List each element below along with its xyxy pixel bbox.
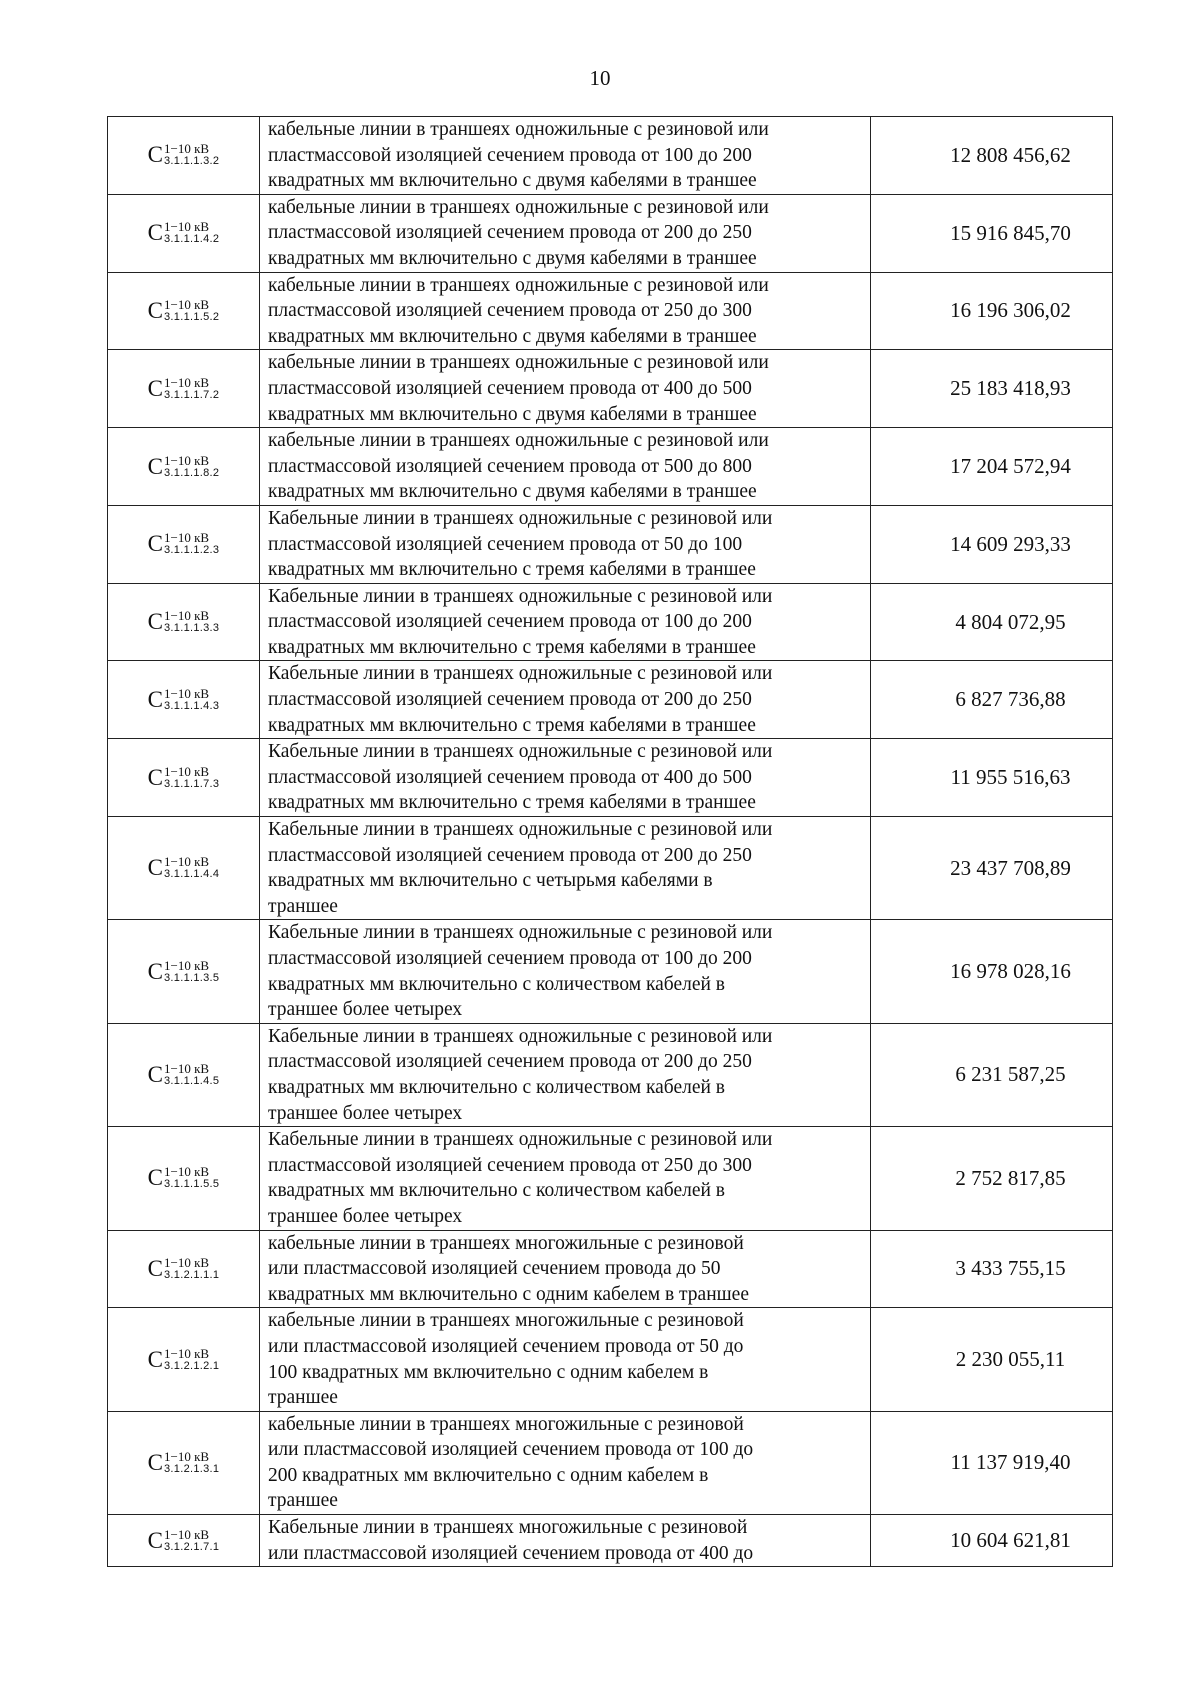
rate-symbol-letter: C (147, 297, 164, 323)
rate-code-subscript: 3.1.1.1.5.5 (164, 1178, 220, 1191)
description-cell (260, 1411, 871, 1514)
description-line: кабельные линии в траншеях одножильные с резиновой или (268, 352, 769, 374)
rate-code-subscript: 3.1.1.1.4.2 (164, 233, 220, 246)
table-row (108, 1023, 1113, 1126)
rate-symbol (148, 376, 220, 402)
rate-symbol-letter: C (147, 1346, 164, 1372)
rate-code-subscript: 3.1.2.1.3.1 (164, 1462, 220, 1475)
description-line: пластмассовой изоляцией сечением провода от 200 до 250 (268, 844, 752, 866)
description-line: квадратных мм включительно с тремя кабелями в траншее (268, 559, 756, 581)
rate-value-cell: 6 827 736,88 (871, 661, 1113, 739)
rate-symbol-letter: C (147, 764, 164, 790)
rate-voltage-superscript: 1−10 кВ (164, 1345, 210, 1361)
description-line: траншее (268, 1490, 338, 1512)
rate-symbol-letter: C (147, 609, 164, 635)
description-line: квадратных мм включительно с количеством кабелей в (268, 1180, 726, 1202)
rate-symbol (148, 220, 220, 246)
rate-code-cell (108, 194, 260, 272)
rate-code-subscript: 3.1.1.1.8.2 (164, 466, 220, 479)
rate-value-cell: 23 437 708,89 (871, 817, 1113, 920)
description-line: квадратных мм включительно с тремя кабелями в траншее (268, 636, 756, 658)
rate-code-cell (108, 583, 260, 661)
rate-value-cell: 2 230 055,11 (871, 1308, 1113, 1411)
table-row (108, 1411, 1113, 1514)
rate-code-subscript: 3.1.1.1.3.2 (164, 155, 220, 168)
description-line: квадратных мм включительно с двумя кабелями в траншее (268, 403, 757, 425)
rate-symbol (148, 959, 220, 985)
description-line: Кабельные линии в траншеях одножильные с резиновой или (268, 741, 773, 763)
description-cell (260, 1127, 871, 1230)
rate-symbol-letter: C (147, 855, 164, 881)
rate-symbol-letter: C (147, 1165, 164, 1191)
rate-voltage-superscript: 1−10 кВ (164, 957, 210, 973)
rate-voltage-superscript: 1−10 кВ (164, 141, 210, 157)
description-line: пластмассовой изоляцией сечением провода от 100 до 200 (268, 948, 752, 969)
rate-code-cell (108, 920, 260, 1023)
rate-code-subscript: 3.1.1.1.3.3 (164, 622, 220, 635)
description-line: квадратных мм включительно с тремя кабелями в траншее (268, 792, 756, 814)
description-line: кабельные линии в траншеях одножильные с резиновой или (268, 119, 769, 140)
rate-code-cell (108, 117, 260, 195)
description-cell (260, 1515, 871, 1567)
description-line: Кабельные линии в траншеях одножильные с резиновой или (268, 922, 773, 944)
rate-voltage-superscript: 1−10 кВ (164, 1526, 210, 1542)
rate-code-cell (108, 739, 260, 817)
table-row (108, 817, 1113, 920)
rate-voltage-superscript: 1−10 кВ (164, 374, 210, 390)
rate-value-cell: 15 916 845,70 (871, 194, 1113, 272)
description-line: Кабельные линии в траншеях одножильные с резиновой или (268, 819, 773, 841)
rate-value-cell: 25 183 418,93 (871, 350, 1113, 428)
rate-code-subscript: 3.1.1.1.7.3 (164, 777, 220, 790)
rate-voltage-superscript: 1−10 кВ (164, 296, 210, 312)
description-line: кабельные линии в траншеях многожильные с резиновой (268, 1310, 744, 1332)
description-line: пластмассовой изоляцией сечением провода от 50 до 100 (268, 533, 743, 555)
rate-value-cell: 6 231 587,25 (871, 1023, 1113, 1126)
rate-symbol-letter: C (147, 1255, 164, 1281)
rate-code-subscript: 3.1.2.1.1.1 (164, 1268, 220, 1281)
page-number: 10 (589, 66, 611, 90)
description-line: кабельные линии в траншеях многожильные с резиновой (268, 1232, 744, 1254)
table-row (108, 1230, 1113, 1308)
description-line: пластмассовой изоляцией сечением провода от 100 до 200 (268, 144, 752, 166)
description-cell (260, 194, 871, 272)
rate-voltage-superscript: 1−10 кВ (164, 1254, 210, 1270)
rate-symbol-letter: C (147, 531, 164, 557)
rate-symbol (148, 454, 220, 480)
description-line: пластмассовой изоляцией сечением провода от 400 до 500 (268, 377, 752, 399)
description-line: кабельные линии в траншеях одножильные с резиновой или (268, 274, 769, 296)
description-line: пластмассовой изоляцией сечением провода от 250 до 300 (268, 300, 752, 322)
rate-code-cell (108, 1023, 260, 1126)
description-line: пластмассовой изоляцией сечением провода от 100 до 200 (268, 611, 752, 633)
rate-symbol (148, 609, 220, 635)
description-line: Кабельные линии в траншеях многожильные с резиновой (268, 1517, 748, 1539)
rate-code-cell (108, 350, 260, 428)
rate-voltage-superscript: 1−10 кВ (164, 452, 210, 468)
rate-value-cell: 16 196 306,02 (871, 272, 1113, 350)
rate-code-subscript: 3.1.1.1.5.2 (164, 310, 220, 323)
rate-symbol (148, 1347, 220, 1373)
rate-value-cell: 2 752 817,85 (871, 1127, 1113, 1230)
description-line: квадратных мм включительно с количеством кабелей в (268, 973, 726, 995)
rate-value-cell: 10 604 621,81 (871, 1515, 1113, 1567)
description-line: пластмассовой изоляцией сечением провода от 200 до 250 (268, 1051, 752, 1073)
rate-code-cell (108, 505, 260, 583)
rate-code-cell (108, 1515, 260, 1567)
rate-code-cell (108, 1230, 260, 1308)
description-line: кабельные линии в траншеях многожильные с резиновой (268, 1413, 744, 1435)
description-line: пластмассовой изоляцией сечением провода от 200 до 250 (268, 689, 752, 711)
rate-value-cell: 3 433 755,15 (871, 1230, 1113, 1308)
description-line: пластмассовой изоляцией сечением провода от 250 до 300 (268, 1154, 752, 1176)
description-cell (260, 272, 871, 350)
rate-value-cell: 11 955 516,63 (871, 739, 1113, 817)
description-line: или пластмассовой изоляцией сечением провода от 100 до (268, 1439, 754, 1461)
description-cell (260, 739, 871, 817)
rate-value-cell: 17 204 572,94 (871, 428, 1113, 506)
rate-voltage-superscript: 1−10 кВ (164, 763, 210, 779)
description-line: квадратных мм включительно с четырьмя кабелями в (268, 870, 713, 892)
description-line: траншее (268, 1387, 338, 1409)
description-line: квадратных мм включительно с двумя кабелями в траншее (268, 247, 757, 269)
rate-code-cell (108, 1127, 260, 1230)
description-line: пластмассовой изоляцией сечением провода от 200 до 250 (268, 222, 752, 244)
rate-symbol-letter: C (147, 1527, 164, 1553)
description-line: Кабельные линии в траншеях одножильные с резиновой или (268, 585, 773, 607)
description-line: траншее более четырех (268, 999, 463, 1021)
description-line: квадратных мм включительно с двумя кабелями в траншее (268, 325, 757, 347)
rate-symbol-letter: C (147, 220, 164, 246)
rate-symbol (148, 1450, 220, 1476)
rate-value-cell: 16 978 028,16 (871, 920, 1113, 1023)
rate-symbol (148, 298, 220, 324)
rate-symbol-letter: C (147, 142, 164, 168)
rate-symbol (148, 1256, 220, 1282)
rate-code-cell (108, 1411, 260, 1514)
table-row (108, 739, 1113, 817)
table-row (108, 350, 1113, 428)
rate-code-subscript: 3.1.1.1.2.3 (164, 544, 220, 557)
table-row (108, 583, 1113, 661)
description-line: квадратных мм включительно с количеством кабелей в (268, 1076, 726, 1098)
description-line: квадратных мм включительно с двумя кабелями в траншее (268, 481, 757, 503)
rate-symbol-letter: C (147, 1061, 164, 1087)
description-line: или пластмассовой изоляцией сечением провода до 50 (268, 1258, 721, 1280)
description-line: кабельные линии в траншеях одножильные с резиновой или (268, 430, 769, 452)
description-cell (260, 1230, 871, 1308)
rate-code-subscript: 3.1.1.1.4.4 (164, 868, 220, 881)
rate-code-cell (108, 272, 260, 350)
rate-code-cell (108, 428, 260, 506)
rate-symbol-letter: C (147, 958, 164, 984)
rate-voltage-superscript: 1−10 кВ (164, 608, 210, 624)
rate-value-cell: 4 804 072,95 (871, 583, 1113, 661)
description-cell (260, 428, 871, 506)
rate-code-subscript: 3.1.1.1.4.3 (164, 699, 220, 712)
rate-voltage-superscript: 1−10 кВ (164, 1448, 210, 1464)
rate-code-subscript: 3.1.1.1.3.5 (164, 971, 220, 984)
description-line: Кабельные линии в траншеях одножильные с резиновой или (268, 507, 773, 529)
rate-symbol-letter: C (147, 375, 164, 401)
description-line: траншее (268, 895, 338, 917)
description-line: или пластмассовой изоляцией сечением провода от 400 до (268, 1542, 754, 1564)
rate-symbol (148, 765, 220, 791)
rate-symbol-letter: C (147, 453, 164, 479)
rate-value-cell: 14 609 293,33 (871, 505, 1113, 583)
rate-code-cell (108, 817, 260, 920)
description-line: траншее более четырех (268, 1102, 463, 1124)
rate-symbol (148, 1165, 220, 1191)
table-row (108, 117, 1113, 195)
description-cell (260, 661, 871, 739)
description-line: квадратных мм включительно с двумя кабелями в траншее (268, 170, 757, 192)
rate-symbol (148, 687, 220, 713)
description-cell (260, 1308, 871, 1411)
table-row (108, 428, 1113, 506)
rate-symbol-letter: C (147, 1449, 164, 1475)
description-line: Кабельные линии в траншеях одножильные с резиновой или (268, 1129, 773, 1151)
description-line: Кабельные линии в траншеях одножильные с резиновой или (268, 663, 773, 685)
description-line: 200 квадратных мм включительно с одним кабелем в (268, 1464, 709, 1486)
rate-symbol-letter: C (147, 686, 164, 712)
description-cell (260, 350, 871, 428)
rate-code-cell (108, 661, 260, 739)
description-line: траншее более четырех (268, 1205, 463, 1227)
table-row (108, 1515, 1113, 1567)
rate-code-subscript: 3.1.1.1.7.2 (164, 388, 220, 401)
rate-code-subscript: 3.1.2.1.2.1 (164, 1359, 220, 1372)
description-line: кабельные линии в траншеях одножильные с резиновой или (268, 196, 769, 218)
description-cell (260, 1023, 871, 1126)
rate-symbol (148, 1528, 220, 1554)
description-line: 100 квадратных мм включительно с одним кабелем в (268, 1361, 709, 1383)
rate-symbol (148, 1062, 220, 1088)
tariff-table (107, 116, 1113, 1567)
table-row (108, 661, 1113, 739)
rate-symbol (148, 531, 220, 557)
table-row (108, 194, 1113, 272)
description-line: или пластмассовой изоляцией сечением провода от 50 до (268, 1335, 744, 1357)
description-line: квадратных мм включительно с тремя кабелями в траншее (268, 714, 756, 736)
table-row (108, 505, 1113, 583)
description-cell (260, 583, 871, 661)
description-line: Кабельные линии в траншеях одножильные с резиновой или (268, 1025, 773, 1047)
description-line: пластмассовой изоляцией сечением провода от 400 до 500 (268, 766, 752, 788)
rate-code-subscript: 3.1.2.1.7.1 (164, 1540, 220, 1553)
rate-voltage-superscript: 1−10 кВ (164, 530, 210, 546)
description-line: квадратных мм включительно с одним кабелем в траншее (268, 1283, 749, 1305)
description-cell (260, 920, 871, 1023)
rate-voltage-superscript: 1−10 кВ (164, 685, 210, 701)
table-row (108, 1127, 1113, 1230)
description-cell (260, 505, 871, 583)
description-cell (260, 817, 871, 920)
table-row (108, 920, 1113, 1023)
rate-code-cell (108, 1308, 260, 1411)
rate-symbol (148, 855, 220, 881)
rate-value-cell: 12 808 456,62 (871, 117, 1113, 195)
rate-symbol (148, 142, 220, 168)
table-row (108, 272, 1113, 350)
rate-voltage-superscript: 1−10 кВ (164, 1060, 210, 1076)
table-row (108, 1308, 1113, 1411)
table-body (108, 117, 1113, 1567)
rate-value-cell: 11 137 919,40 (871, 1411, 1113, 1514)
rate-voltage-superscript: 1−10 кВ (164, 1164, 210, 1180)
rate-code-subscript: 3.1.1.1.4.5 (164, 1074, 220, 1087)
description-line: пластмассовой изоляцией сечением провода от 500 до 800 (268, 455, 752, 477)
description-cell (260, 117, 871, 195)
rate-voltage-superscript: 1−10 кВ (164, 854, 210, 870)
rate-voltage-superscript: 1−10 кВ (164, 219, 210, 235)
